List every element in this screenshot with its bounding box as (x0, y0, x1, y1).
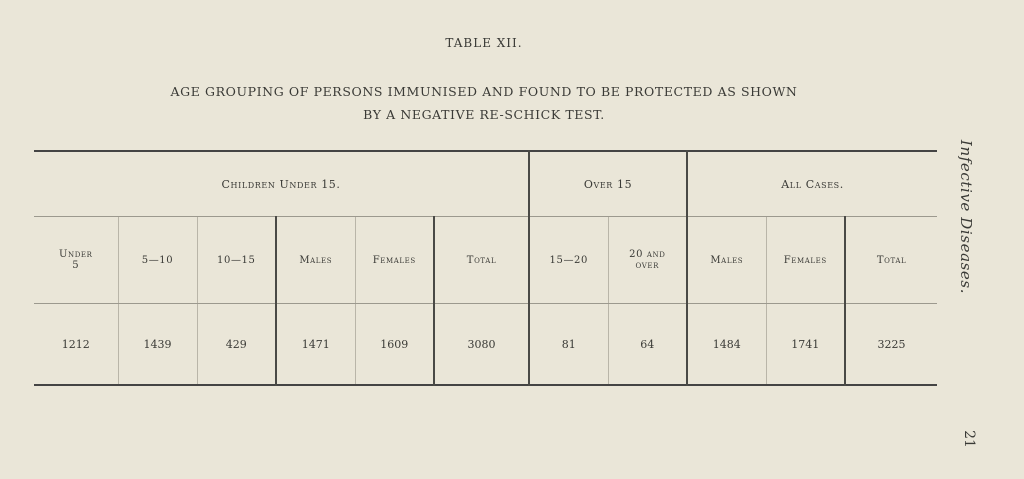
cell-females: 1609 (355, 304, 434, 386)
column-header-total: Total (434, 217, 529, 304)
cell-10-15: 429 (197, 304, 276, 386)
column-header-all-total: Total (845, 217, 937, 304)
column-header-line: Under (58, 249, 93, 260)
column-header-10-15: 10—15 (197, 217, 276, 304)
group-header-children-under-15: Children Under 15. (34, 151, 529, 217)
table-heading (0, 80, 968, 126)
column-header-line: 5 (72, 260, 80, 271)
cell-all-females: 1741 (766, 304, 845, 386)
column-header-row (34, 217, 937, 304)
cell-under-5: 1212 (34, 304, 118, 386)
column-header-males: Males (276, 217, 355, 304)
cell-males: 1471 (276, 304, 355, 386)
column-header-line: 20 and (629, 249, 666, 260)
page-number: 21 (961, 430, 977, 448)
column-header-all-females: Females (766, 217, 845, 304)
column-header-5-10: 5—10 (118, 217, 197, 304)
cell-20-and-over: 64 (608, 304, 687, 386)
cell-all-total: 3225 (877, 337, 906, 351)
table-row (34, 304, 937, 386)
column-header-line: over (635, 260, 659, 271)
cell-all-males: 1484 (687, 304, 766, 386)
group-header-over-15: Over 15 (529, 151, 687, 217)
table-heading-line-1: AGE GROUPING OF PERSONS IMMUNISED AND FOUND TO BE PROTECTED AS SHOWN (170, 84, 798, 99)
group-header-row (34, 151, 937, 217)
cell-15-20: 81 (529, 304, 608, 386)
age-grouping-table (34, 150, 937, 386)
column-header-20-and-over (608, 217, 687, 304)
group-header-all-cases: All Cases. (687, 151, 937, 217)
column-header-under-5 (34, 217, 118, 304)
cell-total: 3080 (434, 304, 529, 386)
table-title: TABLE XII. (445, 36, 523, 50)
column-header-all-males: Males (687, 217, 766, 304)
cell-5-10: 1439 (118, 304, 197, 386)
column-header-females: Females (355, 217, 434, 304)
side-running-heading: Infective Diseases. (957, 139, 975, 295)
column-header-15-20: 15—20 (529, 217, 608, 304)
table-heading-line-2: BY A NEGATIVE RE-SCHICK TEST. (363, 107, 605, 122)
